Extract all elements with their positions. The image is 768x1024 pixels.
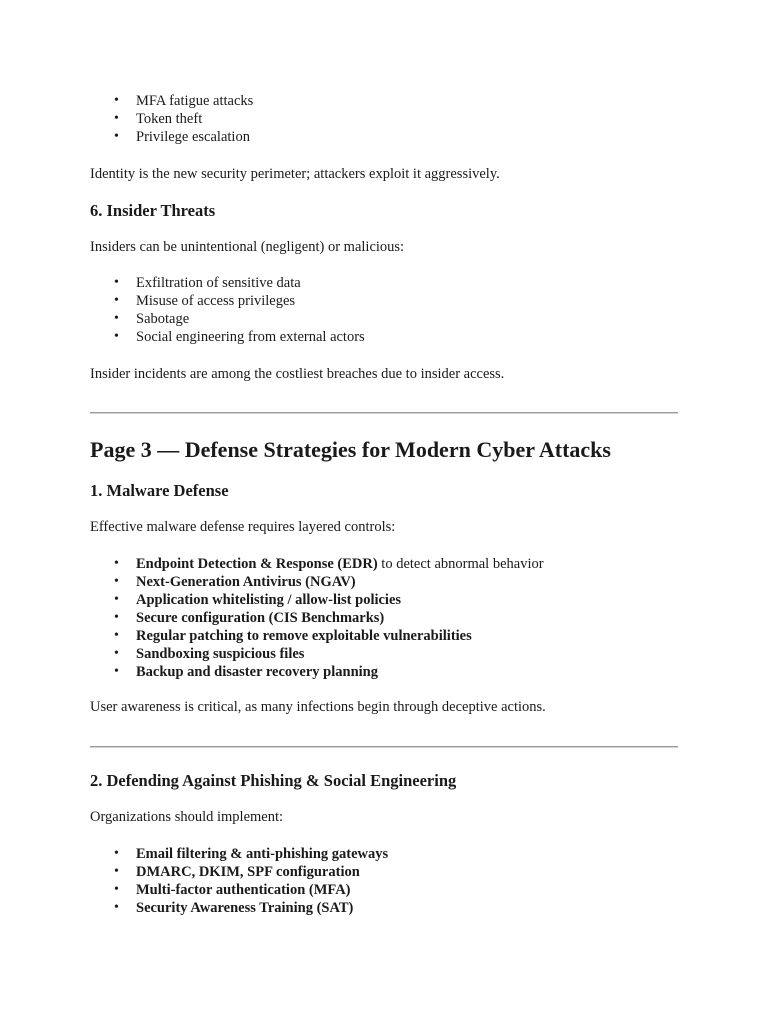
list-item: • Privilege escalation: [90, 128, 253, 146]
list-item: • Multi-factor authentication (MFA): [90, 881, 388, 899]
list-item: • Endpoint Detection & Response (EDR) to detect abnormal behavior: [90, 555, 544, 573]
insider-intro: Insiders can be unintentional (negligent) or malicious:: [90, 239, 405, 255]
list-item: • Regular patching to remove exploitable vulnerabilities: [90, 627, 544, 645]
page-title: Page 3 — Defense Strategies for Modern Cyber Attacks: [90, 437, 611, 462]
insider-note: Insider incidents are among the costliest breaches due to insider access.: [90, 366, 505, 382]
list-item: • Backup and disaster recovery planning: [90, 663, 544, 681]
list-item: • MFA fatigue attacks: [90, 92, 253, 110]
section-divider: [90, 412, 678, 414]
list-item: • Email filtering & anti-phishing gateways: [90, 845, 388, 863]
identity-note: Identity is the new security perimeter; attackers exploit it aggressively.: [90, 166, 500, 182]
list-item: • Misuse of access privileges: [90, 292, 365, 310]
list-item: • Sabotage: [90, 310, 365, 328]
list-item: • Exfiltration of sensitive data: [90, 274, 365, 292]
list-item: • Social engineering from external actors: [90, 328, 365, 346]
list-item: • Application whitelisting / allow-list policies: [90, 591, 544, 609]
identity-attacks-list: [90, 92, 253, 146]
insider-threats-list: [90, 274, 365, 346]
list-item: • Next-Generation Antivirus (NGAV): [90, 573, 544, 591]
list-item: • DMARC, DKIM, SPF configuration: [90, 863, 388, 881]
list-item: • Security Awareness Training (SAT): [90, 899, 388, 917]
list-item: • Token theft: [90, 110, 253, 128]
malware-intro: Effective malware defense requires layered controls:: [90, 519, 396, 535]
section-divider: [90, 746, 678, 748]
malware-note: User awareness is critical, as many infections begin through deceptive actions.: [90, 699, 546, 715]
list-item: • Secure configuration (CIS Benchmarks): [90, 609, 544, 627]
malware-defense-heading: 1. Malware Defense: [90, 481, 229, 500]
insider-threats-heading: 6. Insider Threats: [90, 201, 216, 220]
phishing-defense-heading: 2. Defending Against Phishing & Social Engineering: [90, 771, 457, 790]
malware-controls-list: [90, 555, 544, 681]
phishing-controls-list: [90, 845, 388, 917]
phishing-intro: Organizations should implement:: [90, 809, 284, 825]
list-item: • Sandboxing suspicious files: [90, 645, 544, 663]
